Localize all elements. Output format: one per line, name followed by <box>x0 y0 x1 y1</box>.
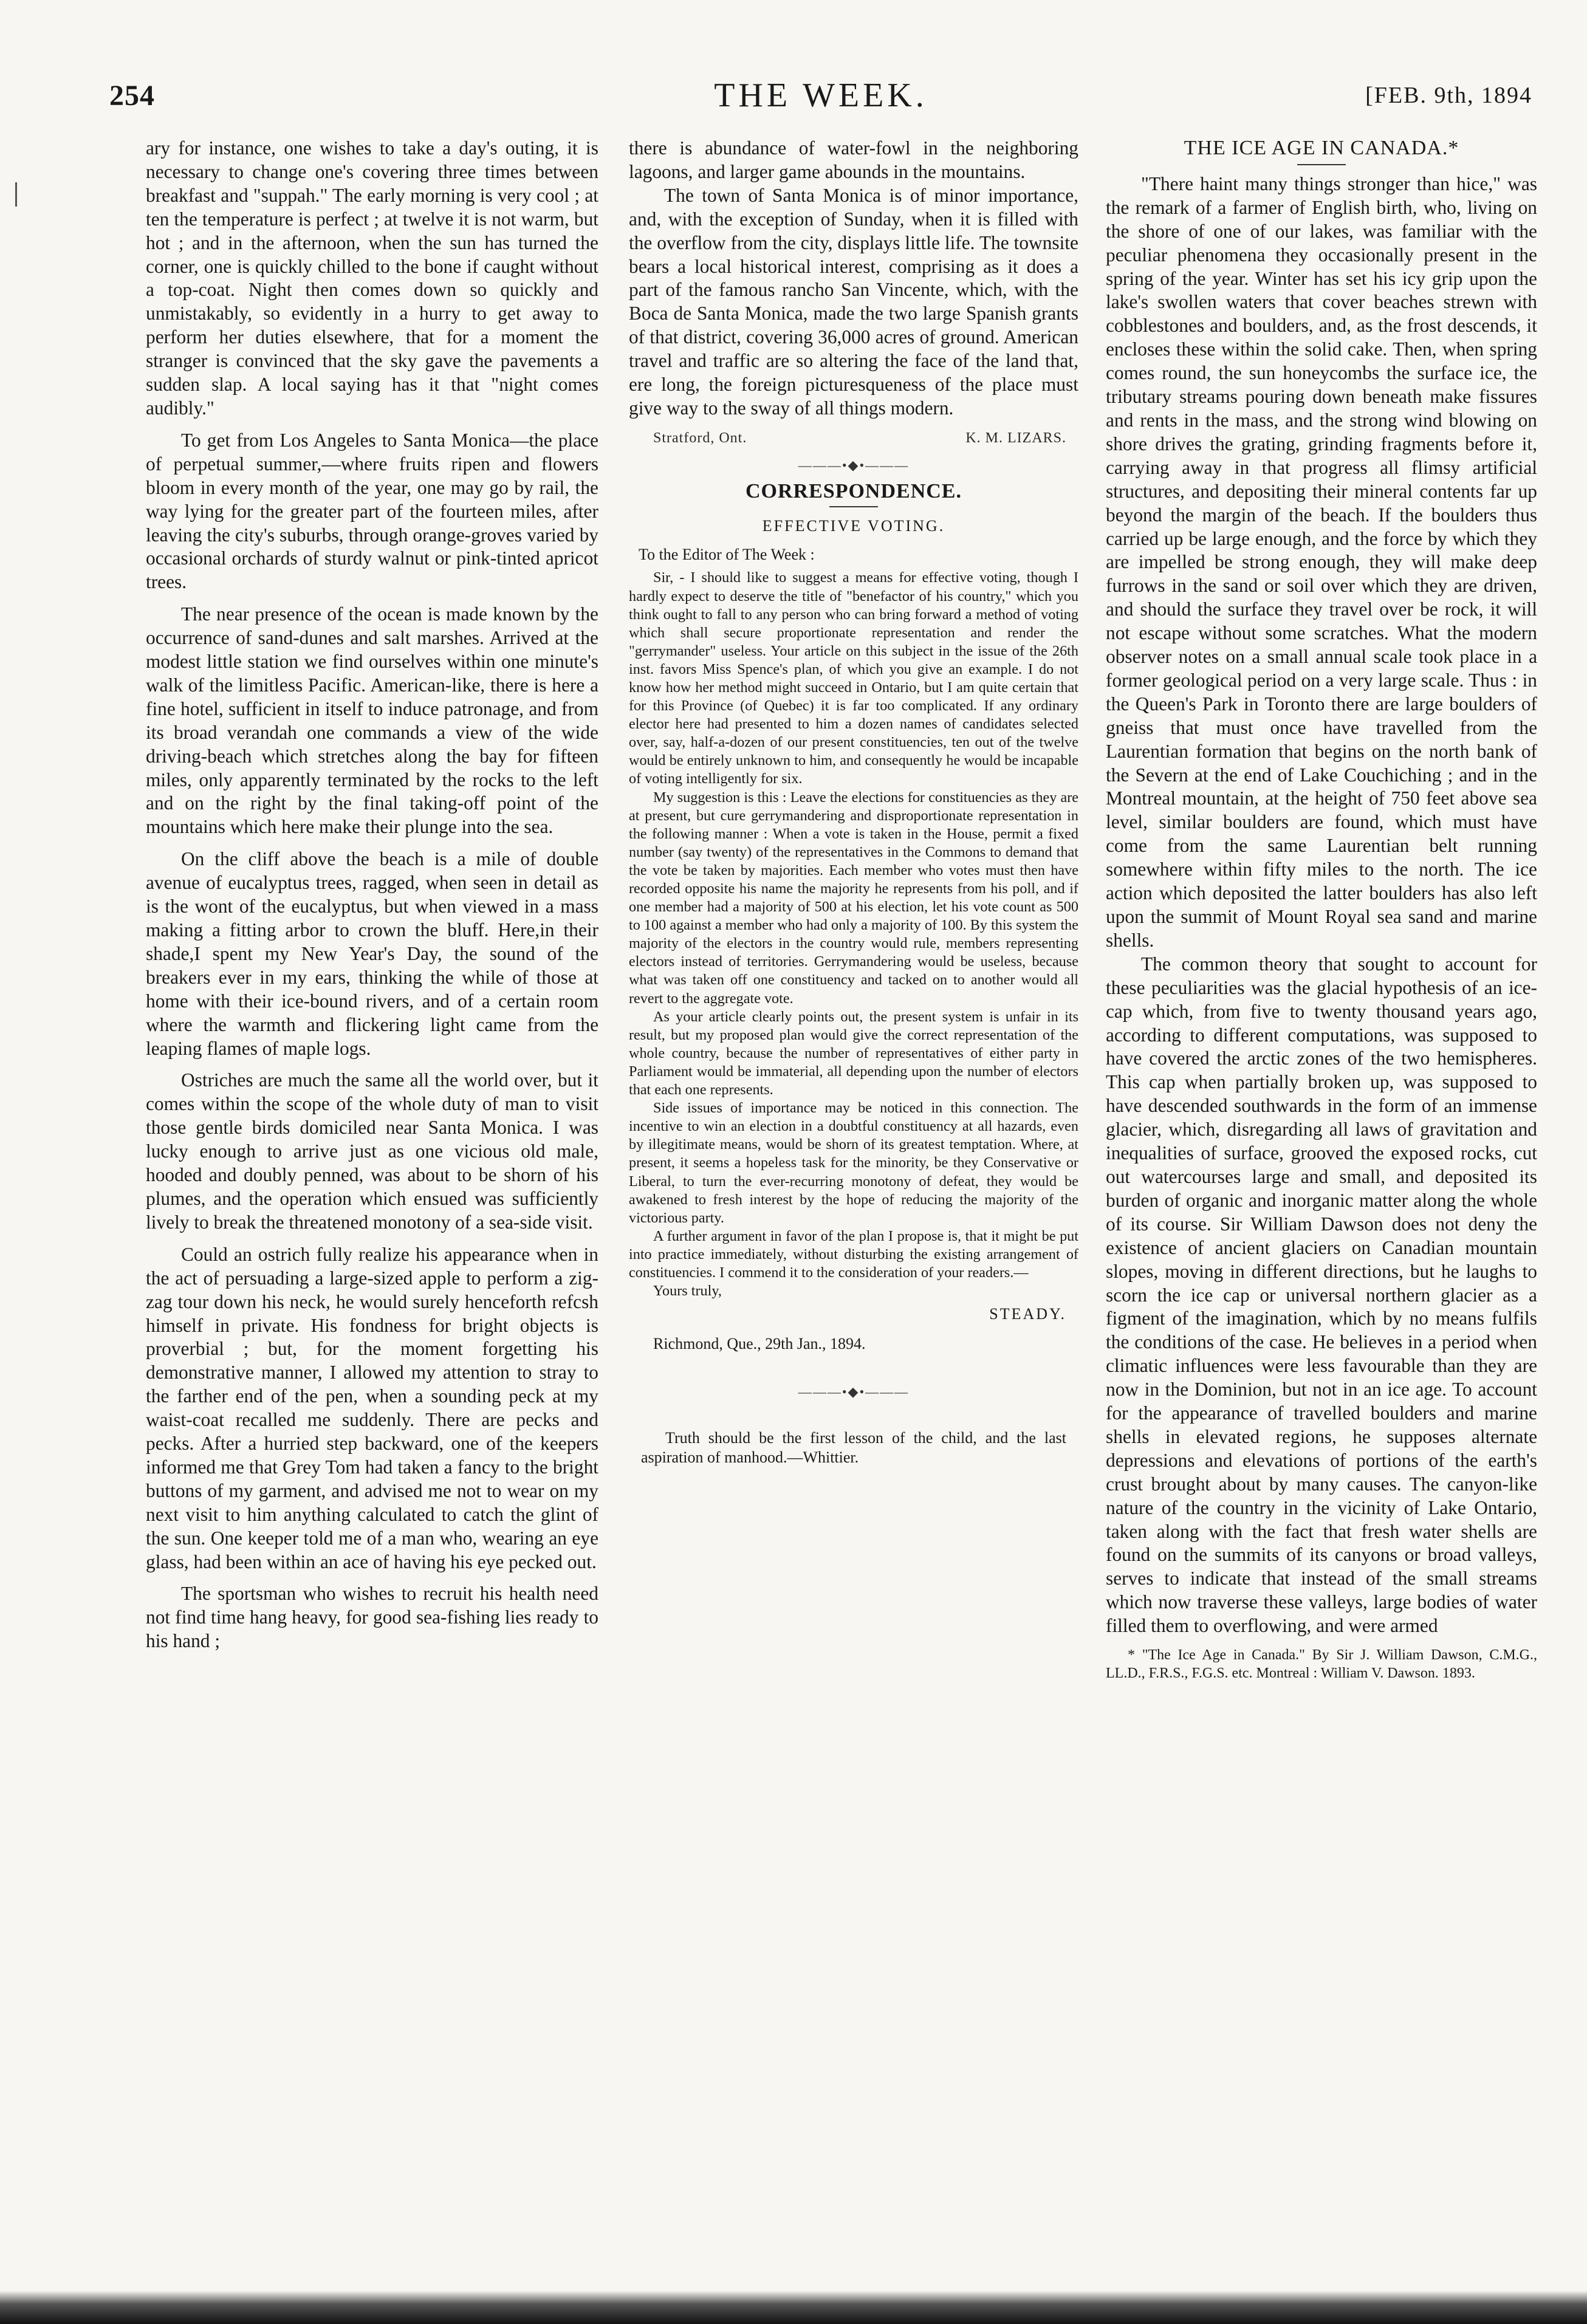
closing-quote <box>629 1428 1078 1467</box>
paragraph: Could an ostrich fully realize his appearance when in the act of persuading a large-sized apple to perform a zig-zag tour down his neck, he would surely henceforth refcsh himself in private. His fondness for bright objects is proverbial ; but, for the moment forgetting his demonstrative manner, I allowed my attention to stray to the farther end of the pen, when a sounding peck at my waist-coat recalled me suddenly. There are pecks and pecks. After a hurried step backward, one of the keepers informed me that Grey Tom had taken a fancy to the bright buttons of my garment, and advised me not to wear on my next visit to him anything calculated to catch the glint of the sun. One keeper told me of a man who, wearing an eye glass, had been within an ace of having his eye pecked out. <box>146 1243 598 1572</box>
paragraph: "There haint many things stronger than hice," was the remark of a farmer of English birth, who, living on the shore of one of our lakes, was familiar with the peculiar phenomena they occasionally present in the spring of the year. Winter has set his icy grip upon the lake's swollen waters that cover beaches strewn with cobblestones and boulders, and, as the frost descends, it encloses these within the solid cake. Then, when spring comes round, the sun honeycombs the surface ice, the tributary streams pouring down beneath make fissures and rents in the mass, and the strong wind blowing on shore drives the grating, grinding fragments before it, carrying away in that progress all flimsy artificial structures, and depositing their mineral contents far up beyond the margin of the beach. If the boulders thus carried up be large enough, and the force by which they are impelled be strong enough, they will make deep furrows in the sand or soil over which they are driven, and should the surface they travel over be rock, it will not escape without some scratches. What the modern observer notes on a small annual scale took place in a former geological period on a very large scale. Thus : in the Queen's Park in Toronto there are large boulders of gneiss that must once have travelled from the Laurentian formation that begins on the north bank of the Severn at the end of Lake Couchiching ; and in the Montreal mountain, at the height of 750 feet above sea level, similar boulders are found, which must have come from the same Laurentian belt running somewhere within fifty miles to the north. The ice action which deposited the latter boulders has also left upon the summit of Mount Royal sea sand and marine shells. <box>1106 173 1537 951</box>
footnote <box>1106 1647 1537 1682</box>
letter-paragraph: As your article clearly points out, the present system is unfair in its result, but my proposed plan would give the correct representation of the whole country, because the number of representatives of either party in Parliament would be immaterial, all depending upon the number of electors that each one represents. <box>629 1008 1078 1099</box>
paragraph: On the cliff above the beach is a mile of double avenue of eucalyptus trees, ragged, when seen in detail as is the wont of the eucalyptus, but when viewed in a mass making a fitting arbor to crown the bluff. Here,in their shade,I spent my New Year's Day, the sound of the breakers ever in my ears, thinking the while of those at home with their ice-bound rivers, and of a certain room where the warmth and flickering light came from the leaping flames of maple logs. <box>146 848 598 1059</box>
quote-text: Truth should be the first lesson of the child, and the last aspiration of manhood.—Whittier. <box>641 1428 1066 1466</box>
paragraph: To get from Los Angeles to Santa Monica—the place of perpetual summer,—where fruits ripen and flowers bloom in every month of the year, one may go by rail, the way lying for the greater part of the fourteen miles, after leaving the city's suburbs, through orange-groves varied by occasional orchards of sturdy walnut or pink-tinted apricot trees. <box>146 429 598 593</box>
binding-mark <box>15 182 17 207</box>
letter-paragraph: My suggestion is this : Leave the elections for constituencies as they are at present, but cure gerrymandering and disproportionate representation in the following manner : When a vote is taken in the House, permit a fixed number (say twenty) of the representatives in the Commons to demand that the vote be taken by majorities. Each member who votes must then have recorded opposite his name the majority he represents from his poll, and if one member had a majority of 500 at his election, let his vote count as 500 to 100 against a member who had only a majority of 100. By this system the majority of the electors in the country would rule, members representing electors instead of territories. Gerrymandering would be useless, because what was taken off one constituency and tacked on to another would all revert to the aggregate vote. <box>629 789 1078 1007</box>
page-number: 254 <box>109 79 155 112</box>
letter-paragraph: A further argument in favor of the plan I propose is, that it might be put into practice immediately, without disturbing the existing arrangement of constituencies. I commend it to the consideration of your readers.— <box>629 1227 1078 1281</box>
publication-title: THE WEEK. <box>714 77 928 114</box>
letter-signature: STEADY. <box>989 1305 1066 1323</box>
section-heading: CORRESPONDENCE. <box>746 479 962 502</box>
column-2 <box>629 137 1078 2269</box>
ornament-divider: ———•◆•——— <box>798 1383 910 1399</box>
paragraph: ary for instance, one wishes to take a day's outing, it is necessary to change one's covering three times between breakfast and "suppah." The early morning is very cool ; at ten the temperature is perfect ; at twelve it is not warm, but hot ; and in the afternoon, when the sun has turned the corner, one is quickly chilled to the bone if caught without a top-coat. Night then comes down so quickly and unmistakably, so evidently in a hurry to get away to perform her duties elsewhere, that for a moment the stranger is convinced that the sky gave the pavements a sudden slap. A local saying has it that "night comes audibly." <box>146 137 598 419</box>
letter-paragraph: Sir, - I should like to suggest a means for effective voting, though I hardly expect to deserve the title of "benefactor of his country," which you think ought to fall to any person who can bring forward a method of voting which shall secure proportionate representation and render the "gerrymander" useless. Your article on this subject in the issue of the 26th inst. favors Miss Spence's plan, of which you give an example. I do not know how her method might succeed in Ontario, but I am quite certain that for this Province (of Quebec) it is far too complicated. If any ordinary elector here had presented to him a dozen names of candidates selected over, say, half-a-dozen of our present constituencies, ten out of the twelve would be entirely unknown to him, and consequently he would be incapable of voting intelligently for six. <box>629 569 1078 787</box>
letter-salutation: To the Editor of The Week : <box>639 545 815 563</box>
letter-title: EFFECTIVE VOTING. <box>762 516 945 535</box>
letter-body <box>629 569 1078 1282</box>
scan-edge <box>0 2291 1587 2324</box>
article-title: THE ICE AGE IN CANADA.* <box>1184 137 1459 159</box>
paragraph: The town of Santa Monica is of minor importance, and, with the exception of Sunday, when it is filled with the overflow from the city, displays little life. The townsite bears a local historical interest, comprising as it does a part of the famous rancho San Vincente, which, with the Boca de Santa Monica, made the two large Spanish grants of that district, covering 36,000 acres of ground. American travel and traffic are so altering the face of the land that, ere long, the foreign picturesqueness of the place must give way to the sway of all things modern. <box>629 184 1078 419</box>
letter-paragraph: Side issues of importance may be noticed in this connection. The incentive to win an election in a doubtful constituency at all hazards, even by illegitimate means, would be shorn of its greatest temptation. Where, at present, it seems a hopeless task for the minority, be they Conservative or Liberal, to turn the ever-recurring monotony of defeat, they would be awakened to fresh interest by the hope of reducing the majority of the victorious party. <box>629 1100 1078 1226</box>
running-header <box>109 68 1532 123</box>
issue-date: [FEB. 9th, 1894 <box>1365 83 1532 108</box>
letter-closing: Yours truly, <box>653 1283 722 1300</box>
paragraph: The sportsman who wishes to recruit his health need not find time hang heavy, for good sea-fishing lies ready to his hand ; <box>146 1583 598 1652</box>
column-3 <box>1106 137 1537 2269</box>
paragraph: Ostriches are much the same all the world over, but it comes within the scope of the whole duty of man to visit those gentle birds domiciled near Santa Monica. I was lucky enough to arrive just as one vicious old male, hooded and doubly penned, was about to be shorn of his plumes, and the operation which ensued was sufficiently lively to break the threatened monotony of a sea-side visit. <box>146 1069 598 1233</box>
heading-rule <box>829 506 878 507</box>
paragraph: there is abundance of water-fowl in the neighboring lagoons, and larger game abounds in the mountains. <box>629 137 1078 182</box>
ornament-divider: ———•◆•——— <box>798 457 910 473</box>
paragraph: The near presence of the ocean is made known by the occurrence of sand-dunes and salt marshes. Arrived at the modest little station we find ourselves within one minute's walk of the limitless Pacific. American-like, there is here a fine hotel, sufficient in itself to induce patronage, and from its broad verandah one commands a view of the wide driving-beach which stretches along the bay for fifteen miles, only apparently terminated by the rocks to the left and on the right by the final taking-off point of the mountains which here make their plunge into the sea. <box>146 603 598 838</box>
heading-rule <box>1297 164 1346 165</box>
article-signature <box>629 420 1078 450</box>
signature-name: K. M. LIZARS. <box>965 430 1066 446</box>
signature-place: Stratford, Ont. <box>653 430 747 446</box>
footnote-text: * "The Ice Age in Canada." By Sir J. William Dawson, C.M.G., LL.D., F.R.S., F.G.S. etc. Montreal : William V. Dawson. 1893. <box>1106 1647 1537 1681</box>
letter-dateline: Richmond, Que., 29th Jan., 1894. <box>653 1335 866 1353</box>
column-1 <box>146 137 598 2269</box>
paragraph: The common theory that sought to account for these peculiarities was the glacial hypothesis of an ice-cap which, from five to twenty thousand years ago, according to different computations, was supposed to have covered the arctic zones of the two hemispheres. This cap when partially broken up, was supposed to have descended southwards in the form of an immense glacier, which, disregarding all laws of gravitation and inequalities of surface, grooved the exposed rocks, cut out watercourses large and small, and deposited its burden of organic and inorganic matter along the whole of its course. Sir William Dawson does not deny the existence of ancient glaciers on Canadian mountain slopes, moving in different directions, but he laughs to scorn the ice cap or universal northern glacier as a figment of the imagination, which by no means fulfils the conditions of the case. He believes in a period when climatic influences were less favourable than they are now in the Dominion, but not in an ice age. To account for the appearance of travelled boulders and marine shells in elevated regions, he supposes alternate depressions and elevations of portions of the earth's crust brought about by many causes. The canyon-like nature of the country in the vicinity of Lake Ontario, taken along with the fact that fresh water shells are found on the summits of its canyons or broad valleys, serves to indicate that instead of the small streams which now traverse these valleys, large bodies of water filled them to overflowing, and were armed <box>1106 953 1537 1637</box>
